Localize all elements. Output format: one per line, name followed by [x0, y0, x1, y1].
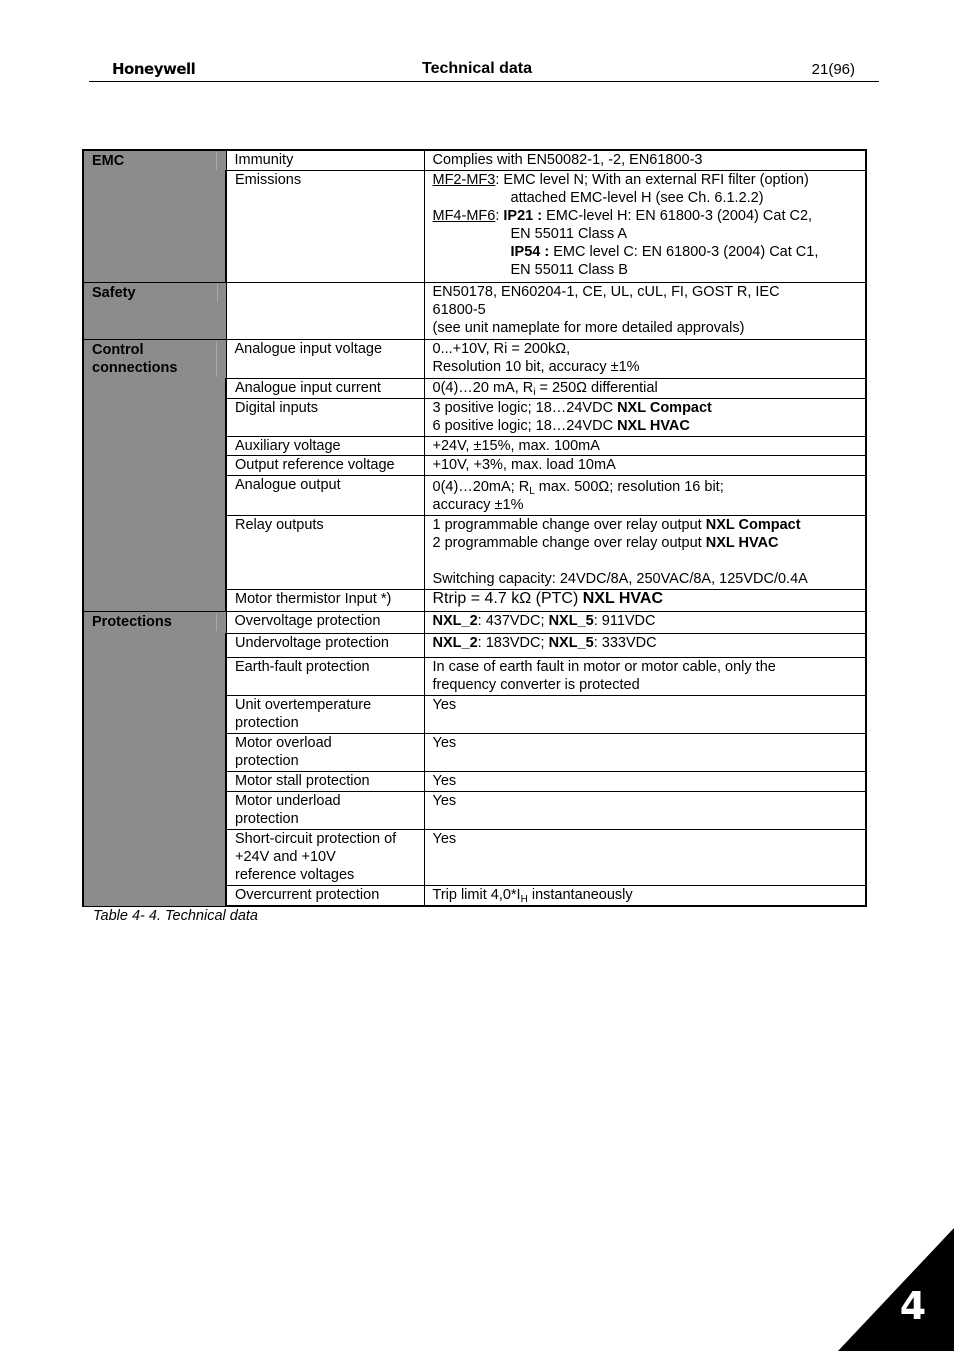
param-value: Yes	[424, 695, 866, 733]
param-value	[424, 339, 866, 378]
param-value: Yes	[424, 733, 866, 771]
table-caption: Table 4- 4. Technical data	[93, 908, 258, 924]
value-text: attached EMC-level H (see Ch. 6.1.2.2)	[510, 189, 764, 206]
param-label: Motor stall protection	[226, 771, 424, 791]
param-value	[424, 589, 866, 611]
chapter-tab	[838, 1228, 954, 1351]
page-number: 21(96)	[811, 61, 855, 78]
value-text: :	[495, 207, 504, 224]
param-label: Unit overtemperature protection	[226, 695, 424, 733]
category-cell	[83, 339, 226, 611]
value-text: 0(4)…20 mA, R	[432, 379, 534, 396]
param-label: Relay outputs	[226, 515, 424, 589]
param-value: Yes	[424, 771, 866, 791]
value-text: frequency converter is protected	[432, 676, 640, 693]
param-value	[424, 475, 866, 515]
subscript: H	[520, 893, 528, 905]
model-name: NXL_5	[548, 634, 594, 651]
param-value	[424, 170, 866, 282]
value-text: Trip limit 4,0*I	[432, 886, 521, 903]
category-cell	[83, 611, 226, 906]
param-label: Analogue output	[226, 475, 424, 515]
category-cell	[83, 282, 226, 339]
param-label	[226, 282, 424, 339]
page-header-title: Technical data	[422, 60, 532, 77]
param-value	[424, 611, 866, 633]
param-value	[424, 515, 866, 589]
model-name: NXL HVAC	[582, 589, 664, 607]
value-text: 0(4)…20mA; R	[432, 478, 530, 495]
value-text: : 183VDC;	[477, 634, 549, 651]
value-text: Switching capacity: 24VDC/8A, 250VAC/8A, 125VDC/0.4A	[432, 570, 808, 587]
category-label: EMC	[84, 152, 217, 170]
model-name: NXL Compact	[617, 399, 712, 416]
param-value	[424, 657, 866, 695]
param-value	[424, 398, 866, 436]
model-name: NXL_2	[432, 612, 478, 629]
param-label: Overvoltage protection	[226, 611, 424, 633]
model-name: NXL HVAC	[617, 417, 690, 434]
param-label: Undervoltage protection	[226, 633, 424, 657]
param-value: Yes	[424, 829, 866, 885]
model-name: NXL HVAC	[705, 534, 779, 551]
param-value	[424, 378, 866, 398]
param-label: Motor thermistor Input *)	[226, 589, 424, 611]
brand-logo: Honeywell	[112, 60, 196, 78]
chapter-tab-shape	[838, 1228, 954, 1351]
value-text: Resolution 10 bit, accuracy ±1%	[432, 358, 640, 375]
param-label: Analogue input voltage	[226, 339, 424, 378]
param-label: Short-circuit protection of +24V and +10V reference voltages	[226, 829, 424, 885]
param-value	[424, 282, 866, 339]
value-text: 0...+10V, Ri = 200kΩ,	[432, 340, 571, 357]
header-rule	[89, 81, 879, 82]
table-row	[83, 339, 866, 378]
value-text: EN 55011 Class B	[510, 261, 628, 278]
model-name: NXL_2	[432, 634, 478, 651]
value-text: EMC-level H: EN 61800-3 (2004) Cat C2,	[542, 207, 813, 224]
value-text: (see unit nameplate for more detailed approvals)	[432, 319, 745, 336]
subscript: i	[533, 386, 536, 398]
category-cell	[83, 150, 226, 282]
value-text: : 437VDC;	[477, 612, 549, 629]
param-label: Output reference voltage	[226, 455, 424, 475]
param-value: +24V, ±15%, max. 100mA	[424, 436, 866, 455]
param-label: Earth-fault protection	[226, 657, 424, 695]
param-value: +10V, +3%, max. load 10mA	[424, 455, 866, 475]
value-text: 61800-5	[432, 301, 486, 318]
value-text: : 333VDC	[593, 634, 657, 651]
ip-rating: IP21 :	[503, 207, 543, 224]
chapter-number: 4	[899, 1284, 927, 1328]
value-text: In case of earth fault in motor or motor cable, only the	[432, 658, 776, 675]
value-text: 3 positive logic; 18…24VDC	[432, 399, 618, 416]
value-text: : EMC level N; With an external RFI filter (option)	[495, 171, 809, 188]
model-name: NXL_5	[548, 612, 594, 629]
param-label: Overcurrent protection	[226, 885, 424, 906]
param-label: Auxiliary voltage	[226, 436, 424, 455]
param-label: Emissions	[226, 170, 424, 282]
param-value	[424, 633, 866, 657]
param-value: Complies with EN50082-1, -2, EN61800-3	[424, 150, 866, 170]
value-text: 6 positive logic; 18…24VDC	[432, 417, 618, 434]
value-text: 1 programmable change over relay output	[432, 516, 706, 533]
value-text: 2 programmable change over relay output	[432, 534, 706, 551]
param-value	[424, 885, 866, 906]
model-label: MF4-MF6	[432, 207, 496, 224]
param-label: Motor overload protection	[226, 733, 424, 771]
param-value: Yes	[424, 791, 866, 829]
model-name: NXL Compact	[705, 516, 801, 533]
value-text: EMC level C: EN 61800-3 (2004) Cat C1,	[549, 243, 819, 260]
technical-data-table	[82, 149, 867, 907]
table-row	[83, 150, 866, 170]
subscript: L	[529, 485, 535, 497]
table-row	[83, 611, 866, 633]
value-text: : 911VDC	[593, 612, 656, 629]
category-label: Control connections	[84, 341, 217, 377]
value-text: instantaneously	[527, 886, 633, 903]
value-text: Rtrip = 4.7 kΩ (PTC)	[432, 589, 583, 607]
param-label: Motor underload protection	[226, 791, 424, 829]
value-text: EN 55011 Class A	[510, 225, 628, 242]
param-label: Immunity	[226, 150, 424, 170]
value-text: max. 500Ω; resolution 16 bit;	[534, 478, 724, 495]
value-text: accuracy ±1%	[432, 496, 524, 513]
category-label: Protections	[84, 613, 217, 631]
category-label: Safety	[84, 284, 218, 302]
param-label: Analogue input current	[226, 378, 424, 398]
model-label: MF2-MF3	[432, 171, 496, 188]
value-text: EN50178, EN60204-1, CE, UL, cUL, FI, GOST R, IEC	[432, 283, 780, 300]
param-label: Digital inputs	[226, 398, 424, 436]
value-text: = 250Ω differential	[535, 379, 658, 396]
ip-rating: IP54 :	[510, 243, 550, 260]
table-row	[83, 282, 866, 339]
